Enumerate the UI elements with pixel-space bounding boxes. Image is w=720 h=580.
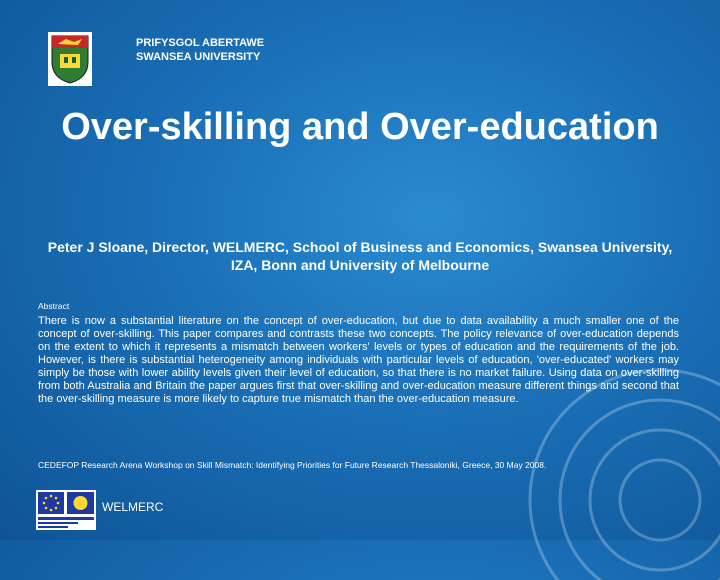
slide-title: Over-skilling and Over-education (61, 106, 659, 148)
welmerc-label: WELMERC (102, 500, 164, 514)
abstract-label: Abstract (38, 301, 70, 311)
university-name (136, 36, 264, 64)
abstract-text: There is now a substantial literature on the concept of over-education, but due to data availability a much smaller one of the concept of over-skilling. This paper compares and contrasts these two concepts. The policy relevance of over-education depends on the extent to which it represents a mismatch between workers' levels or types of education and the requirements of the job. However, is there is substantial heterogeneity among individuals with particular levels of education, 'over-educated' workers may simply be those with lower ability levels given their level of education, so that there is no market failure. Using data on over-skilling from both Australia and Britain the paper argues first that over-skilling and over-education measure different things and second that the over-skilling measure is more likely to capture true mismatch than the over-education measure. (38, 315, 679, 405)
author-line: Peter J Sloane, Director, WELMERC, School of Business and Economics, Swansea University, IZA, Bonn and University of Melbourne (47, 239, 673, 273)
eu-flag-icon (36, 490, 96, 530)
university-crest-icon (48, 32, 92, 86)
event-footer: CEDEFOP Research Arena Workshop on Skill Mismatch: Identifying Priorities for Future Research Thessaloniki, Greece, 30 May 2008. (38, 460, 547, 470)
university-name-english: SWANSEA UNIVERSITY (136, 51, 261, 63)
university-name-welsh: PRIFYSGOL ABERTAWE (136, 37, 265, 49)
